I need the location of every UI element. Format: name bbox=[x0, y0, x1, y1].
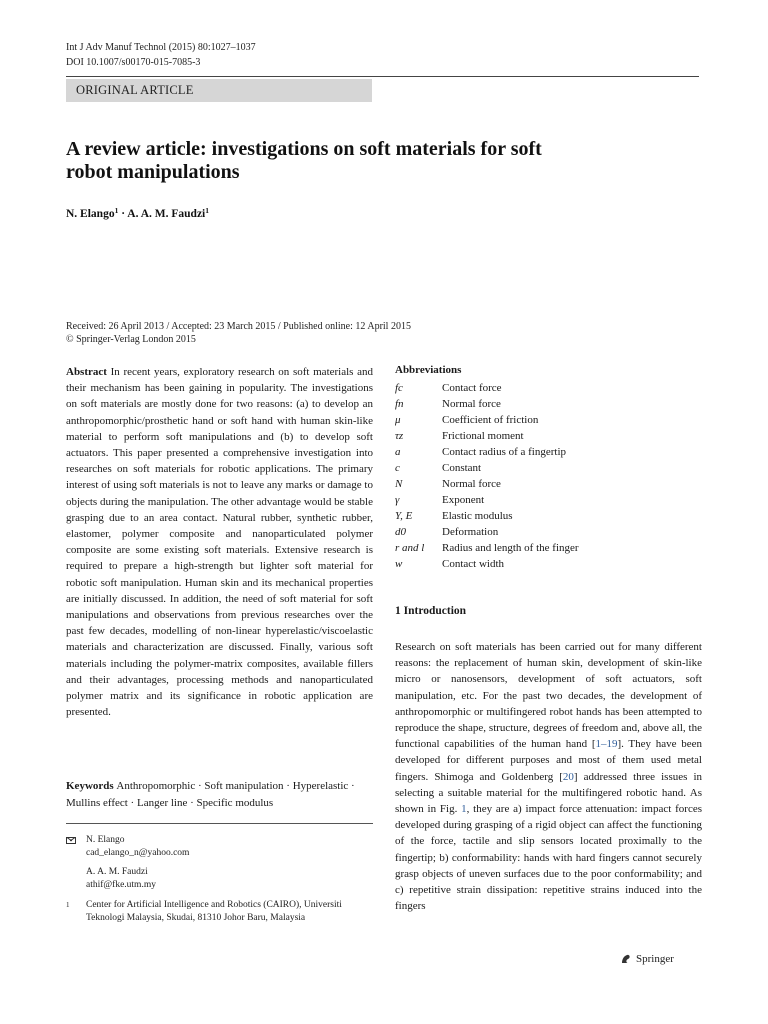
figure-link[interactable]: 1 bbox=[461, 803, 467, 816]
abbreviation-row bbox=[395, 428, 579, 444]
contact-email[interactable]: athif@fke.utm.my bbox=[86, 880, 156, 890]
abbreviation-definition: Constant bbox=[442, 462, 482, 474]
author-name: N. Elango bbox=[66, 208, 115, 220]
citation-link[interactable]: 20 bbox=[562, 770, 574, 783]
affiliation-marker: 1 bbox=[114, 206, 119, 215]
abbreviation-definition: Normal force bbox=[442, 478, 501, 490]
title-line-1: A review article: investigations on soft materials for soft bbox=[66, 138, 542, 160]
affiliation bbox=[66, 899, 373, 925]
intro-text: , they are a) impact force attenuation: impact forces developed during grasping of a rigid object can affect the functioning of the force, tactile and slip sensors located proximally to the fingertip; b) conformability: hands with hard fingers cannot securely grasp objects of uneven surfaces due to the poor conformability; and c) repetitive strain dissipation: repetitive strains induced into the fingers bbox=[395, 803, 702, 913]
abbreviation-definition: Radius and length of the finger bbox=[442, 542, 579, 554]
abbreviation-row bbox=[395, 524, 579, 540]
abbreviation-row bbox=[395, 444, 579, 460]
correspondence bbox=[66, 834, 373, 925]
abbreviation-row bbox=[395, 396, 579, 412]
author-name: A. A. M. Faudzi bbox=[127, 208, 206, 220]
abbreviation-symbol: Y, E bbox=[395, 510, 413, 522]
abbreviation-symbol: τz bbox=[395, 430, 404, 442]
date-history: Received: 26 April 2013 / Accepted: 23 March 2015 / Published online: 12 April 2015 bbox=[66, 321, 411, 332]
abbreviation-symbol: d0 bbox=[395, 526, 406, 538]
section-heading-introduction: 1 Introduction bbox=[395, 605, 467, 617]
abbreviation-definition: Elastic modulus bbox=[442, 510, 513, 522]
abbreviation-row bbox=[395, 476, 579, 492]
publication-dates bbox=[66, 320, 411, 346]
abbreviation-symbol: fc bbox=[395, 382, 403, 394]
abbreviation-definition: Exponent bbox=[442, 494, 485, 506]
abstract-text: In recent years, exploratory research on soft materials and their mechanism has been gaining in popularity. The investigations on soft materials are mostly done for two reasons: (a) to develop an anthropomorphic/prosthetic hand or soft hand with human skin-like material to perform soft manipulations and (b) to develop soft actuators. This paper presented a comprehensive investigation into researches on soft materials for robotic applications. The primary interest of using soft materials is not to leave any marks or damage to objects during the manipulation. The other advantage would be stable grasping due to an area contact. Natural rubber, synthetic rubber, elastomer, polymer composite and nanoparticulated polymer composite are some existing soft materials. Extensive research is required to prepare a high-strength but lighter soft material for robotic soft manipulation. Human skin and its mechanical properties are initially discussed. In addition, the need of soft material for soft manipulations and observations from previous researches over the past few decades, modelling of non-linear hyperelastic/viscoelastic materials and characterization are discussed. Finally, various soft materials including the polymer-matrix composites, available fillers and their advantages, processing methods and nanoparticulated polymer matrix and its significance in robotic application are presented. bbox=[66, 366, 373, 719]
abbreviation-definition: Frictional moment bbox=[442, 430, 524, 442]
abbreviation-definition: Contact force bbox=[442, 382, 502, 394]
contact-name: A. A. M. Faudzi bbox=[86, 867, 148, 877]
citation-link[interactable]: 1–19 bbox=[595, 738, 618, 751]
abbreviation-definition: Deformation bbox=[442, 526, 499, 538]
affiliation-number: 1 bbox=[66, 901, 70, 909]
contact-email[interactable]: cad_elango_n@yahoo.com bbox=[86, 848, 190, 858]
keywords bbox=[66, 778, 373, 812]
keywords-label: Keywords bbox=[66, 780, 114, 792]
envelope-icon bbox=[66, 837, 76, 844]
abbreviation-definition: Contact radius of a fingertip bbox=[442, 446, 567, 458]
publisher-logo bbox=[620, 953, 674, 965]
intro-text: Research on soft materials has been carried out for many different reasons: the replacement of human skin, development of skin-like micro or nanosensors, development of soft actuators, soft manipulation, etc. For the past two decades, the development of anthropomorphic or multifingered robot hands has been attempted to reproduce the shape, structure, degrees of freedom and, above all, the functional capabilities of the human hand [ bbox=[395, 641, 702, 751]
journal-citation: Int J Adv Manuf Technol (2015) 80:1027–1037 bbox=[66, 42, 256, 53]
contact-author-2 bbox=[66, 866, 373, 892]
abbreviation-row bbox=[395, 460, 579, 476]
abbreviation-symbol: r and l bbox=[395, 542, 425, 554]
abbreviation-row bbox=[395, 508, 579, 524]
abbreviation-definition: Coefficient of friction bbox=[442, 414, 539, 426]
affiliation-marker: 1 bbox=[205, 206, 209, 215]
abbreviations-table bbox=[395, 380, 579, 572]
abbreviations-heading: Abbreviations bbox=[395, 364, 462, 376]
header-rule bbox=[66, 76, 699, 77]
abbreviation-row bbox=[395, 380, 579, 396]
abstract-section bbox=[66, 364, 373, 720]
abbreviation-symbol: μ bbox=[395, 414, 401, 426]
contact-name: N. Elango bbox=[86, 835, 125, 845]
springer-horse-icon bbox=[620, 953, 632, 965]
abbreviation-row bbox=[395, 492, 579, 508]
abbreviation-symbol: w bbox=[395, 558, 403, 570]
abbreviation-definition: Contact width bbox=[442, 558, 505, 570]
title-line-2: robot manipulations bbox=[66, 161, 240, 183]
author-separator: · bbox=[121, 208, 126, 220]
abstract bbox=[66, 364, 373, 720]
abbreviation-symbol: fn bbox=[395, 398, 404, 410]
affiliation-line: Teknologi Malaysia, Skudai, 81310 Johor Baru, Malaysia bbox=[86, 913, 306, 923]
abbreviation-symbol: N bbox=[395, 478, 403, 490]
doi: DOI 10.1007/s00170-015-7085-3 bbox=[66, 57, 201, 68]
abstract-label: Abstract bbox=[66, 366, 107, 378]
copyright: © Springer-Verlag London 2015 bbox=[66, 334, 196, 345]
abbreviation-row bbox=[395, 556, 579, 572]
intro-text: ] addressed three issues in selecting a suitable material for the multifingered robotic hand. As shown in Fig. bbox=[395, 770, 703, 816]
abbreviation-symbol: c bbox=[395, 462, 400, 474]
abbreviation-row bbox=[395, 412, 579, 428]
article-type-banner: ORIGINAL ARTICLE bbox=[66, 79, 372, 102]
keywords-text: Anthropomorphic · Soft manipulation · Hyperelastic · Mullins effect · Langer line · Specific modulus bbox=[66, 780, 355, 809]
intro-text: ]. They have been developed for different purposes and most of them used metal fingers. Shimoga and Goldenberg [ bbox=[395, 738, 702, 783]
abbreviation-symbol: γ bbox=[395, 494, 400, 506]
affiliation-line: Center for Artificial Intelligence and Robotics (CAIRO), Universiti bbox=[86, 900, 342, 910]
abbreviation-row bbox=[395, 540, 579, 556]
contact-author-1 bbox=[66, 834, 373, 860]
publisher-name: Springer bbox=[636, 953, 674, 965]
abbreviation-definition: Normal force bbox=[442, 398, 501, 410]
author-list bbox=[66, 206, 209, 220]
introduction-paragraph bbox=[395, 639, 702, 914]
footnote-rule bbox=[66, 823, 373, 824]
article-title bbox=[66, 138, 666, 184]
abbreviation-symbol: a bbox=[395, 446, 401, 458]
